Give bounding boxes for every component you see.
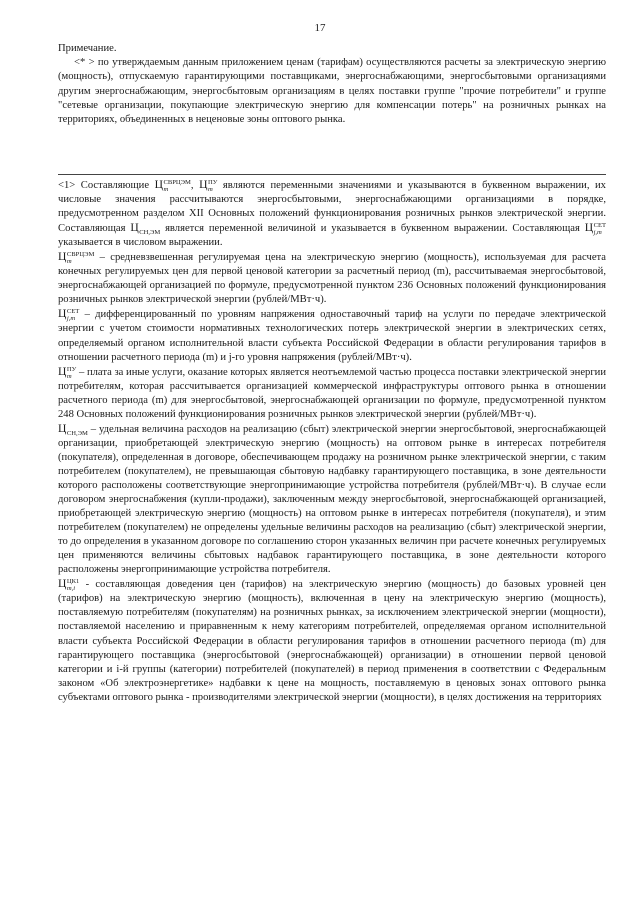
footnote-1-body: являются переменными значениями и указываются в буквенном выражении, их числовые значения рассчитываются энергосбытовыми, энергоснабжающими организациями в порядке, предусмотренном разделом XII Основных положений функционирования розничных рынков электрической энергии. Составляющая — [58, 180, 606, 235]
footnote-1-end: указывается в числовом выражении. — [58, 237, 223, 249]
note-title: Примечание. — [58, 43, 117, 54]
definitions-block — [58, 178, 606, 705]
definition-pu-text: – плата за иные услуги, оказание которых является неотъемлемой частью процесса поставки электрической энергии потребителям, которая рассчитывается организацией коммерческой инфраструктуры оптового рынка в отношении расчетного периода (m) для энергосбытовой, энергоснабжающей организации по формуле, предусмотренной пунктом 248 Основных положений функционирования розничных рынков электрической энергии (рублей/МВт·ч). — [58, 366, 606, 420]
definition-ck1-text: - составляющая доведения цен (тарифов) на электрическую энергию (мощность) до базовых уровней цен (тарифов) на электрическую энергию (мощность), включенная в цену на электрическую энергию (мощность), поставляемую потребителям (покупателям) на розничных рынках, за исключением электрической энергии (мощности), поставляемой населению и приравненным к нему категориям потребителей, определяемая органом исполнительной власти субъекта Российской Федерации в области регулирования тарифов в отношении расчетного периода (m) для гарантирующего поставщика (энергосбытовой (энергоснабжающей) организации) в отношении первой ценовой категории и i-й группы (категории) потребителей (покупателей) в период применения в соответствии с Федеральным законом «Об электроэнергетике» надбавки к цене на мощность, поставляемую в ценовых зонах оптового рынка субъектами оптового рынка - производителями электрической энергии (мощности), в целях достижения на территориях — [58, 579, 607, 703]
symbol-pu: Ц ПУ m — [199, 178, 218, 193]
footnote-1-middle: является переменной величиной и указывается в буквенном выражении. Составляющая — [165, 223, 580, 235]
symbol-set-term: Ц СЕТ j,m — [58, 307, 80, 323]
symbol-svrcem-term: Ц СВРЦЭМ m — [58, 250, 95, 266]
symbol-sneem-term: Ц СН,ЭМ — [58, 421, 88, 437]
definition-ck1 — [58, 577, 606, 704]
footnote-separator — [58, 174, 606, 175]
note-text: <* > по утверждаемым данным приложением ценам (тарифам) осуществляются расчеты за электрическую энергию (мощность), отпускаемую гарантирующими поставщиками, энергоснабжающими, энергосбытовыми организациями другим энергоснабжающим, энергосбытовым организациям в целях поставки группе "прочие потребители" и группе "сетевые организации, покупающие электрическую энергию для компенсации потерь" на розничных рынках на территориях, объединенных в неценовые зоны оптового рынка. — [58, 57, 606, 126]
symbol-ck1-term: Ц ЦК1 m,i — [58, 577, 80, 593]
definition-set — [58, 307, 606, 364]
definition-sneem-text: – удельная величина расходов на реализацию (сбыт) электрической энергии энергосбытовой, энергоснабжающей организации, приобретающей электрическую энергию (мощность) на оптовом рынке в интересах потребителя (покупателя), определенная в договоре, обеспечивающем продажу на розничном рынке электрической энергии, с таким потребителем (покупателем), не превышающая сбытовую надбавку гарантирующего поставщика, в зоне деятельности которого расположены соответствующие энергопринимающие устройства потребителя (рублей/МВт·ч). В случае если договором энергоснабжения (купли-продажи), заключенным между энергосбытовой, энергоснабжающей организацией, приобретающей электрическую энергию (мощность) на оптовом рынке в интересах потребителя (покупателя), и этим потребителем (покупателем) не определены удельные величины расходов на реализацию (сбыт) электрической энергии, то до определения в указанном договоре по соглашению сторон указанных величин при расчете конечных регулируемых цен применяются величины сбытовых надбавок гарантирующего поставщика, в зоне деятельности которого расположены энергопринимающие устройства потребителя. — [58, 423, 606, 576]
symbol-set-inline: Ц СЕТ j,m — [584, 221, 607, 237]
symbol-svrcem: Ц СВРЦЭМ m — [154, 178, 191, 193]
symbol-pu-term: Ц ПУ m — [58, 364, 77, 380]
note-block — [58, 42, 606, 127]
page-number: 17 — [314, 22, 326, 34]
definition-sneem — [58, 422, 606, 578]
definition-svrcem-text: – средневзвешенная регулируемая цена на электрическую энергию (мощность), используемая для расчета конечных регулируемых цен для первой ценовой категории за расчетный период (m), рассчитываемая энергосбытовой, энергоснабжающей организацией по формуле, предусмотренной пунктом 236 Основных положений функционирования розничных рынков электрической энергии (рублей/МВт·ч). — [58, 252, 606, 306]
footnote-1-paragraph: <1> Составляющие Ц СВРЦЭМ m , Ц ПУ m являются переменными значениями и указываются в буквенном выражении, их числовые значения рассчитываются энергосбытовыми, энергоснабжающими организациями в порядке, предусмотренном разделом XII Основных положений функционирования розничных рынков электрической энергии. Составляющая Ц СН,ЭМ является переменной величиной и указывается в буквенном выражении. Составляющая Ц СЕТ j,m указывается в числовом выражении. — [58, 178, 607, 249]
definition-set-text: – дифференцированный по уровням напряжения одноставочный тариф на услуги по передаче электрической энергии с учетом стоимости нормативных технологических потерь электрической энергии в электрических сетях, определяемый органом исполнительной власти субъекта Российской Федерации в области регулирования тарифов в отношении расчетного периода (m) и j-го уровня напряжения (рублей/МВт·ч). — [58, 309, 606, 363]
footnote-1-intro: <1> Составляющие — [58, 180, 150, 191]
definition-pu — [58, 365, 606, 422]
definition-svrcem — [58, 250, 606, 307]
symbol-sneem-inline: Ц СН,ЭМ — [130, 221, 161, 237]
